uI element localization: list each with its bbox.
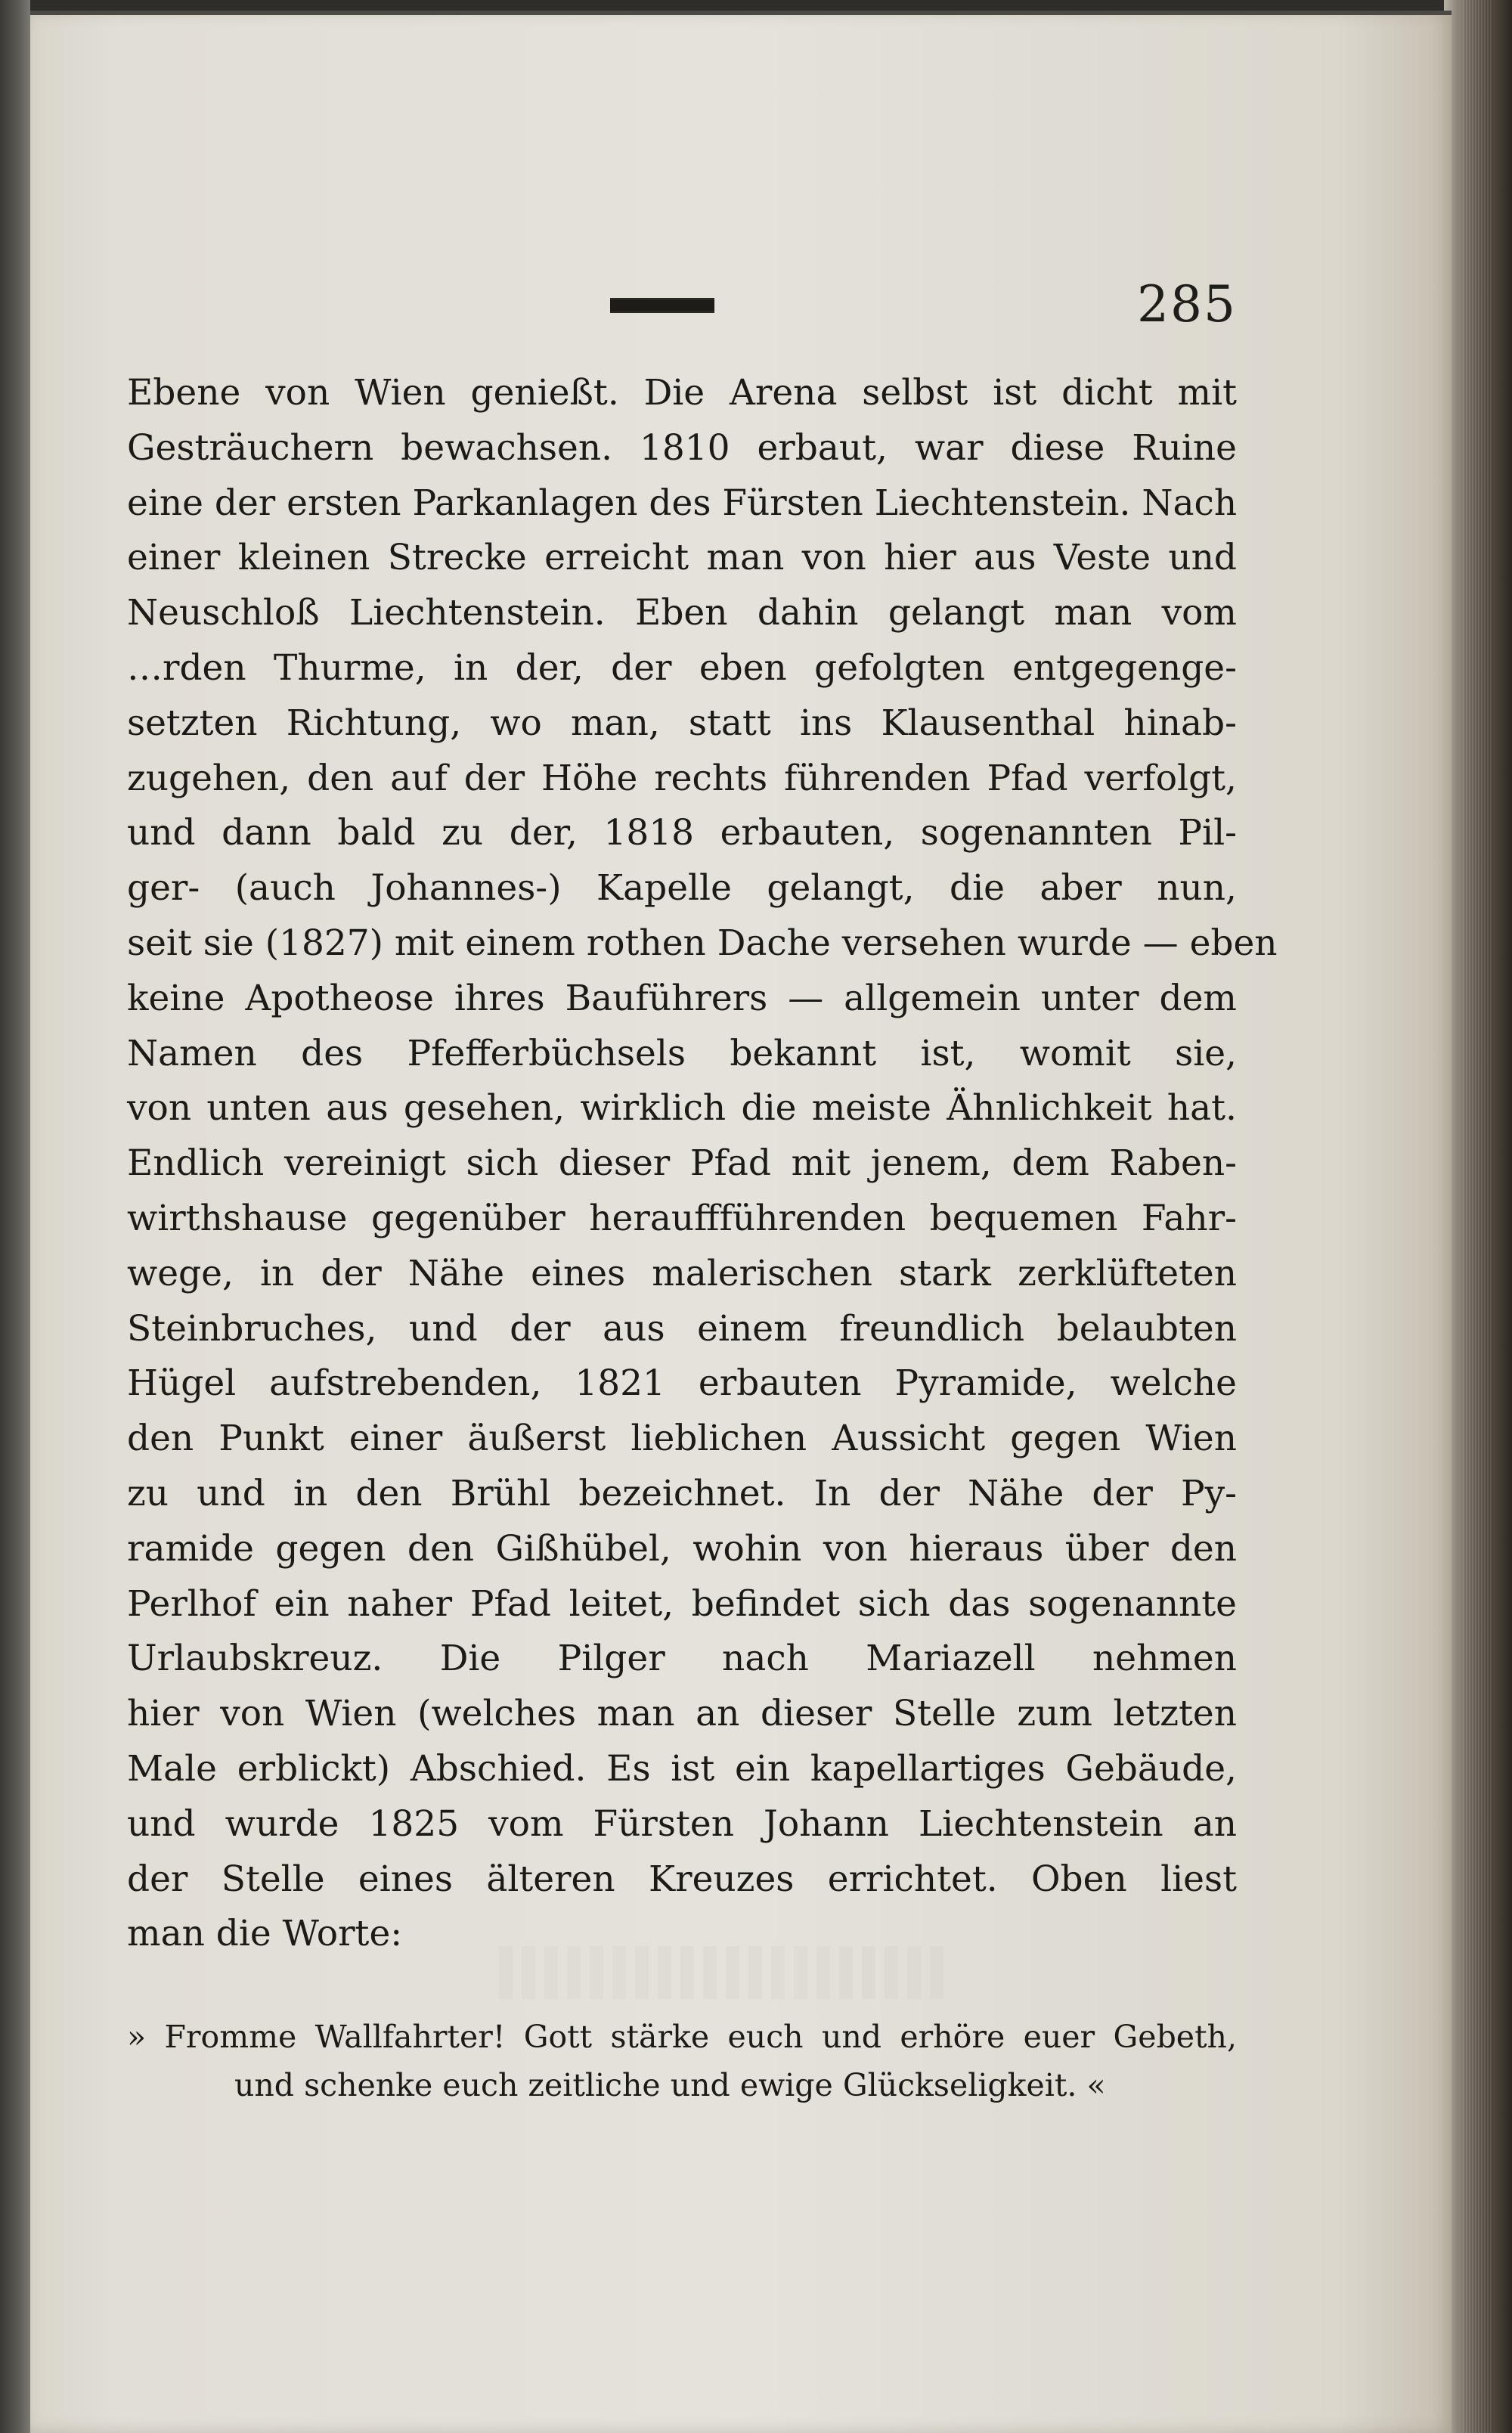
- text-line: keine Apotheose ihres Bauführers — allgemein unter dem: [127, 977, 1237, 1019]
- text-line: Perlhof ein naher Pfad leitet, befindet sich das sogenannte: [127, 1582, 1237, 1625]
- text-line: ramide gegen den Gißhübel, wohin von hieraus über den: [127, 1527, 1237, 1570]
- text-line: Endlich vereinigt sich dieser Pfad mit jenem, dem Raben-: [127, 1142, 1237, 1185]
- book-page: [30, 11, 1452, 2433]
- text-line: hier von Wien (welches man an dieser Stelle zum letzten: [127, 1693, 1237, 1735]
- text-line: Urlaubskreuz. Die Pilger nach Mariazell nehmen: [127, 1638, 1237, 1680]
- text-line: den Punkt einer äußerst lieblichen Aussicht gegen Wien: [127, 1418, 1237, 1460]
- text-line: zu und in den Brühl bezeichnet. In der Nähe der Py-: [127, 1472, 1237, 1514]
- text-line: Ebene von Wien genießt. Die Arena selbst ist dicht mit: [127, 372, 1237, 414]
- text-line: Neuschloß Liechtenstein. Eben dahin gelangt man vom: [127, 592, 1237, 634]
- text-line: seit sie (1827) mit einem rothen Dache versehen wurde — eben: [127, 922, 1278, 964]
- text-line: wirthshause gegenüber herauffführenden bequemen Fahr-: [127, 1197, 1237, 1239]
- text-line: man die Worte:: [127, 1913, 403, 1955]
- verso-show-through: [499, 1946, 953, 1999]
- scan-top-edge: [30, 11, 1452, 15]
- text-line: und wurde 1825 vom Fürsten Johann Liechtenstein an: [127, 1802, 1237, 1845]
- quote-line: » Fromme Wallfahrter! Gott stärke euch und erhöre euer Gebeth,: [127, 2019, 1237, 2055]
- text-line: Hügel aufstrebenden, 1821 erbauten Pyramide, welche: [127, 1362, 1237, 1405]
- text-line: Gesträuchern bewachsen. 1810 erbaut, war diese Ruine: [127, 426, 1237, 469]
- inscription-quote: [127, 2013, 1237, 2109]
- text-line: Steinbruches, und der aus einem freundlich belaubten: [127, 1307, 1237, 1350]
- text-line: Namen des Pfefferbüchsels bekannt ist, womit sie,: [127, 1032, 1237, 1074]
- scan-left-edge: [0, 0, 30, 2433]
- header-ornament-rule: [610, 298, 714, 313]
- text-line: setzten Richtung, wo man, statt ins Klausenthal hinab-: [127, 702, 1237, 744]
- text-line: eine der ersten Parkanlagen des Fürsten Liechtenstein. Nach: [127, 482, 1238, 524]
- text-line: und dann bald zu der, 1818 erbauten, sogenannten Pil-: [127, 812, 1237, 854]
- text-line: wege, in der Nähe eines malerischen stark zerklüfteten: [127, 1252, 1237, 1294]
- text-line: ger- (auch Johannes-) Kapelle gelangt, die aber nun,: [127, 867, 1237, 910]
- page-header: [30, 275, 1452, 336]
- text-line: von unten aus gesehen, wirklich die meiste Ähnlichkeit hat.: [127, 1087, 1237, 1130]
- body-text: [127, 366, 1278, 1962]
- page-stack-edge: [1463, 0, 1493, 2433]
- text-line: …rden Thurme, in der, der eben gefolgten entgegenge-: [127, 646, 1237, 689]
- text-line: Male erblickt) Abschied. Es ist ein kapellartiges Gebäude,: [127, 1747, 1237, 1790]
- page-number: 285: [1137, 275, 1237, 333]
- text-line: einer kleinen Strecke erreicht man von hier aus Veste und: [127, 537, 1237, 579]
- text-line: zugehen, den auf der Höhe rechts führenden Pfad verfolgt,: [127, 757, 1237, 799]
- text-line: der Stelle eines älteren Kreuzes errichtet. Oben liest: [127, 1858, 1237, 1900]
- quote-line: und schenke euch zeitliche und ewige Glückseligkeit. «: [234, 2067, 1106, 2103]
